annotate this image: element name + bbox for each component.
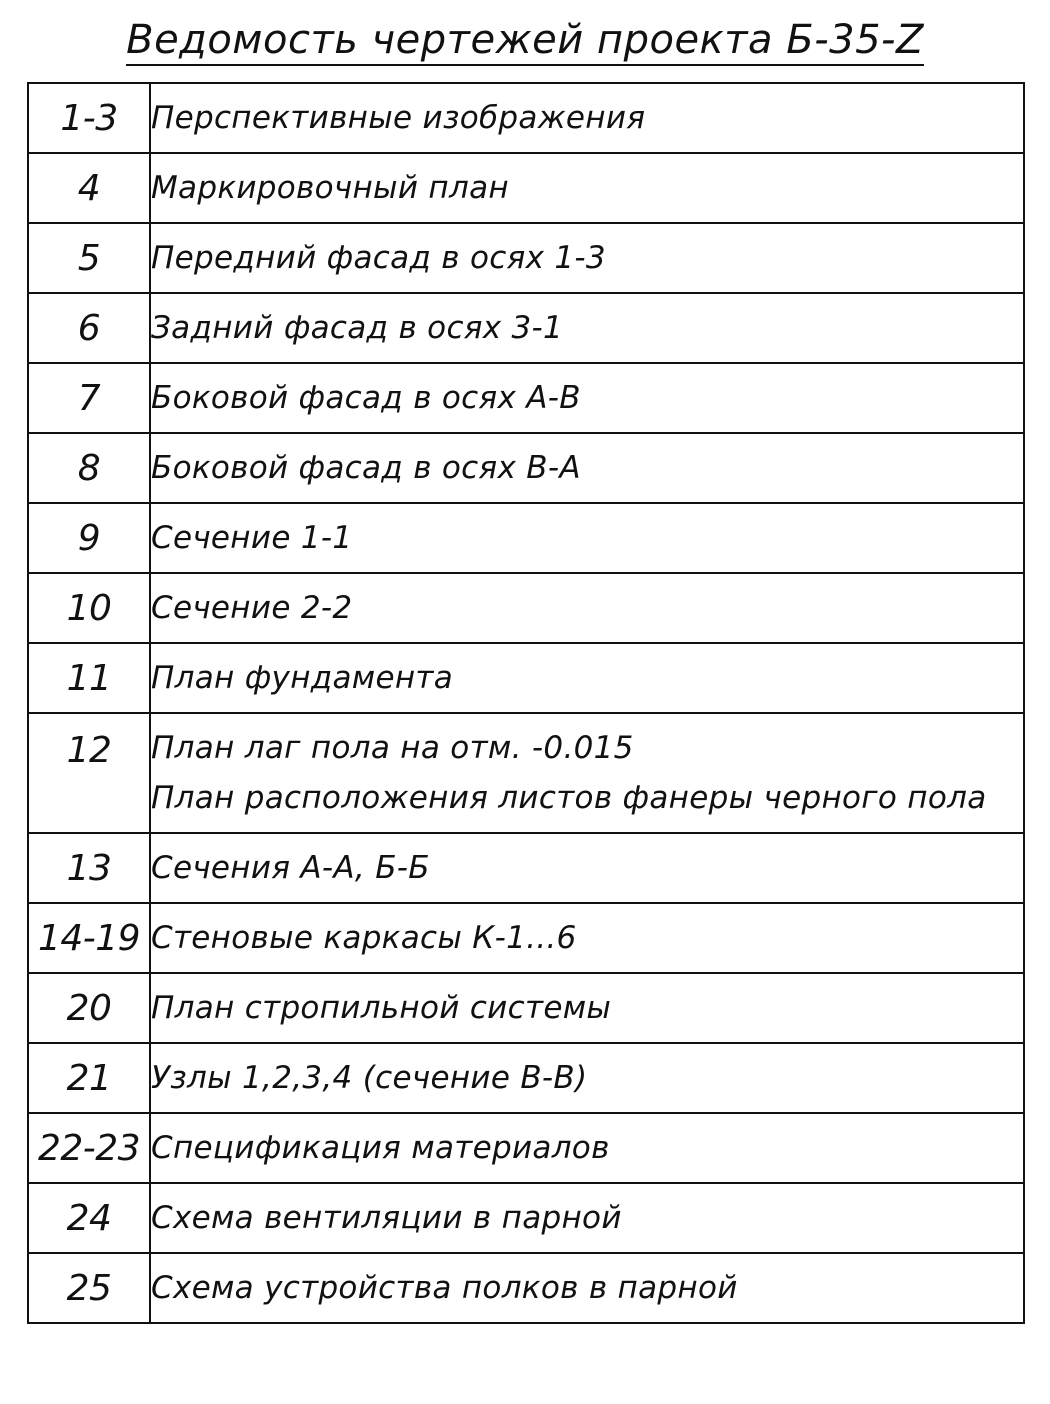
drawing-title bbox=[150, 573, 1024, 643]
table-row bbox=[28, 833, 1024, 903]
table-row bbox=[28, 83, 1024, 153]
drawing-title-line: Сечения А-А, Б-Б bbox=[151, 850, 430, 886]
drawing-title-line: Стеновые каркасы К-1...6 bbox=[151, 920, 577, 956]
table-row bbox=[28, 643, 1024, 713]
drawing-title bbox=[150, 293, 1024, 363]
drawing-title-line: Сечение 1-1 bbox=[151, 520, 353, 556]
sheet-number: 11 bbox=[28, 643, 150, 713]
drawing-title-line: Боковой фасад в осях В-А bbox=[151, 450, 581, 486]
sheet-number: 14-19 bbox=[28, 903, 150, 973]
table-row bbox=[28, 1113, 1024, 1183]
drawing-title bbox=[150, 363, 1024, 433]
sheet-number: 9 bbox=[28, 503, 150, 573]
drawing-title bbox=[150, 903, 1024, 973]
sheet-number: 1-3 bbox=[28, 83, 150, 153]
drawings-table bbox=[27, 82, 1025, 1324]
drawing-title bbox=[150, 713, 1024, 833]
sheet-number: 20 bbox=[28, 973, 150, 1043]
sheet-number: 24 bbox=[28, 1183, 150, 1253]
sheet-number: 10 bbox=[28, 573, 150, 643]
drawing-title-line: План фундамента bbox=[151, 660, 454, 696]
drawing-title bbox=[150, 1253, 1024, 1323]
table-row bbox=[28, 1253, 1024, 1323]
sheet-number: 4 bbox=[28, 153, 150, 223]
drawing-title bbox=[150, 973, 1024, 1043]
page-title bbox=[0, 14, 1050, 66]
drawing-title-line: Задний фасад в осях 3-1 bbox=[151, 310, 564, 346]
drawings-table-body bbox=[28, 83, 1024, 1323]
table-row bbox=[28, 1183, 1024, 1253]
drawing-title bbox=[150, 433, 1024, 503]
drawing-title bbox=[150, 643, 1024, 713]
table-row bbox=[28, 433, 1024, 503]
table-row bbox=[28, 293, 1024, 363]
table-row bbox=[28, 573, 1024, 643]
sheet-number: 7 bbox=[28, 363, 150, 433]
table-row bbox=[28, 153, 1024, 223]
table-row bbox=[28, 903, 1024, 973]
page-title-text: Ведомость чертежей проекта Б-35-Z bbox=[126, 16, 924, 66]
table-row bbox=[28, 503, 1024, 573]
drawing-title-line: План расположения листов фанеры черного пола bbox=[151, 780, 987, 816]
drawing-title-line: Схема вентиляции в парной bbox=[151, 1200, 622, 1236]
table-row bbox=[28, 973, 1024, 1043]
drawing-title bbox=[150, 223, 1024, 293]
drawing-title-line: План лаг пола на отм. -0.015 bbox=[151, 730, 634, 766]
drawing-title bbox=[150, 153, 1024, 223]
table-row bbox=[28, 363, 1024, 433]
sheet-number: 6 bbox=[28, 293, 150, 363]
drawing-title-line: Передний фасад в осях 1-3 bbox=[151, 240, 606, 276]
drawing-title bbox=[150, 1183, 1024, 1253]
drawing-title-line: Спецификация материалов bbox=[151, 1130, 610, 1166]
drawing-title-line: Узлы 1,2,3,4 (сечение В-В) bbox=[151, 1060, 588, 1096]
drawing-title-line: Боковой фасад в осях А-В bbox=[151, 380, 581, 416]
drawing-title-line: Маркировочный план bbox=[151, 170, 509, 206]
drawing-title bbox=[150, 1043, 1024, 1113]
drawing-title bbox=[150, 1113, 1024, 1183]
sheet-number: 22-23 bbox=[28, 1113, 150, 1183]
sheet-number: 12 bbox=[28, 713, 150, 833]
sheet-number: 25 bbox=[28, 1253, 150, 1323]
drawing-title-line: Схема устройства полков в парной bbox=[151, 1270, 738, 1306]
drawing-title bbox=[150, 833, 1024, 903]
drawing-title-line: Сечение 2-2 bbox=[151, 590, 353, 626]
drawing-title bbox=[150, 83, 1024, 153]
table-row bbox=[28, 713, 1024, 833]
sheet-number: 13 bbox=[28, 833, 150, 903]
table-row bbox=[28, 223, 1024, 293]
drawing-title bbox=[150, 503, 1024, 573]
drawing-title-line: Перспективные изображения bbox=[151, 100, 646, 136]
drawing-title-line: План стропильной системы bbox=[151, 990, 612, 1026]
sheet-number: 5 bbox=[28, 223, 150, 293]
table-row bbox=[28, 1043, 1024, 1113]
sheet-number: 8 bbox=[28, 433, 150, 503]
sheet-number: 21 bbox=[28, 1043, 150, 1113]
